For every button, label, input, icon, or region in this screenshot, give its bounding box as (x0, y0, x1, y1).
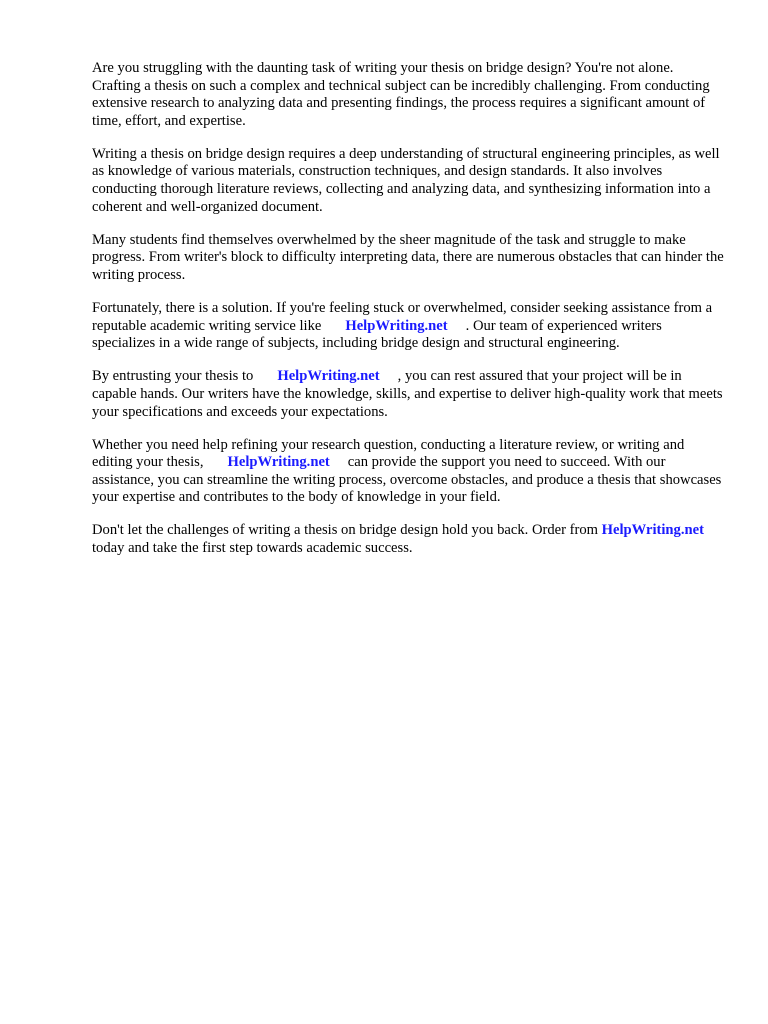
paragraph-requirements (92, 146, 724, 216)
paragraph-call-to-action (92, 522, 724, 557)
document-body (92, 60, 724, 573)
paragraph-intro (92, 60, 724, 130)
helpwriting-link[interactable]: HelpWriting.net (345, 317, 448, 334)
paragraph-text-before: Fortunately, there is a solution. If you're feeling stuck or overwhelmed, consider seeking assistance from a reputable academic writing service like (92, 300, 713, 334)
paragraph-text-after: . Our team of experienced writers specializes in a wide range of subjects, including bridge design and structural engineering. (92, 317, 662, 352)
paragraph-obstacles (92, 232, 724, 285)
helpwriting-link[interactable]: HelpWriting.net (601, 522, 704, 539)
paragraph-text-before: Don't let the challenges of writing a thesis on bridge design hold you back. Order from (92, 522, 598, 539)
paragraph-text-after: today and take the first step towards academic success. (92, 540, 413, 557)
paragraph-text-before: By entrusting your thesis to (92, 368, 254, 385)
paragraph-text-after: can provide the support you need to succeed. With our assistance, you can streamline the writing process, overcome obstacles, and produce a thesis that showcases your expertise and contributes to the body of knowledge in your field. (92, 454, 722, 506)
paragraph-text-before: Whether you need help refining your research question, conducting a literature review, or writing and editing your thesis, (92, 436, 685, 471)
paragraph-text: Are you struggling with the daunting task of writing your thesis on bridge design? You're not alone. Crafting a thesis on such a complex and technical subject can be incredibly challenging. From conducting extensive research to analyzing data and presenting findings, the process requires a significant amount of time, effort, and expertise. (92, 60, 710, 129)
paragraph-text: Many students find themselves overwhelmed by the sheer magnitude of the task and struggle to make progress. From writer's block to difficulty interpreting data, there are numerous obstacles that can hinder the writing process. (92, 231, 724, 283)
helpwriting-link[interactable]: HelpWriting.net (277, 368, 380, 385)
helpwriting-link[interactable]: HelpWriting.net (227, 454, 330, 471)
paragraph-entrusting (92, 368, 724, 421)
paragraph-text: Writing a thesis on bridge design requires a deep understanding of structural engineering principles, as well as knowledge of various materials, construction techniques, and design standards. It also involves conducting thorough literature reviews, collecting and analyzing data, and synthesizing information into a coherent and well-organized document. (92, 145, 720, 215)
paragraph-support (92, 437, 724, 507)
paragraph-text-after: , you can rest assured that your project will be in capable hands. Our writers have the knowledge, skills, and expertise to deliver high-quality work that meets your specifications and exceeds your expectations. (92, 368, 723, 420)
paragraph-solution (92, 300, 724, 353)
